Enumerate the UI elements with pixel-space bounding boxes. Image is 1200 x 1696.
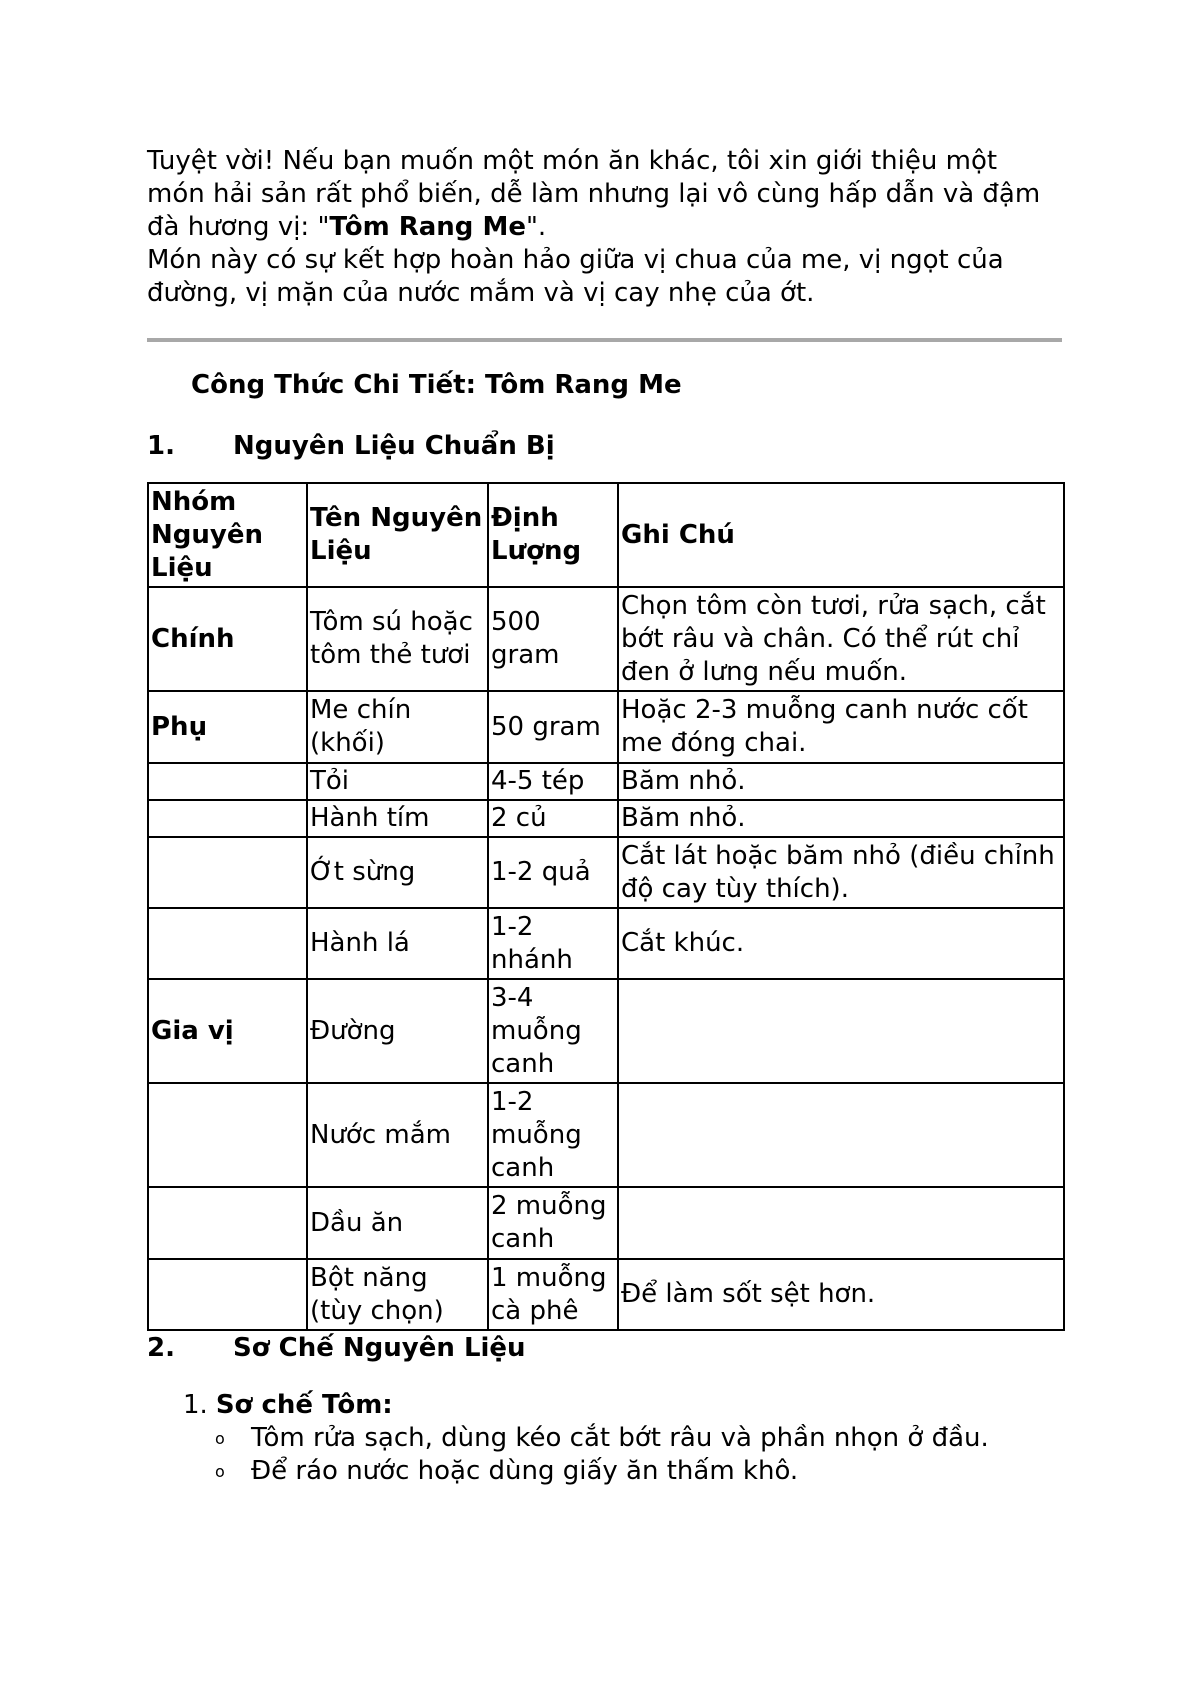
note-cell: Để làm sốt sệt hơn.: [618, 1259, 1064, 1330]
table-row: [148, 763, 1064, 800]
bullet-icon: o: [215, 1429, 225, 1448]
group-cell: Chính: [148, 587, 307, 691]
intro-paragraph: [147, 145, 1062, 244]
section-label: Sơ Chế Nguyên Liệu: [233, 1333, 526, 1363]
header-cell-name: Tên Nguyên Liệu: [307, 483, 488, 587]
note-cell: Hoặc 2-3 muỗng canh nước cốt me đóng chai.: [618, 691, 1064, 763]
list-item-text: Để ráo nước hoặc dùng giấy ăn thấm khô.: [251, 1456, 799, 1486]
table-header-row: [148, 483, 1064, 587]
amount-cell: 2 muỗng canh: [488, 1187, 618, 1259]
name-cell: Nước mắm: [307, 1083, 488, 1187]
header-cell-note: Ghi Chú: [618, 483, 1064, 587]
group-cell: [148, 763, 307, 800]
group-cell: [148, 837, 307, 908]
step-heading: [183, 1389, 1062, 1422]
name-cell: Tỏi: [307, 763, 488, 800]
note-cell: Chọn tôm còn tươi, rửa sạch, cắt bớt râu và chân. Có thể rút chỉ đen ở lưng nếu muốn.: [618, 587, 1064, 691]
amount-cell: 3-4 muỗng canh: [488, 979, 618, 1083]
amount-cell: 1-2 nhánh: [488, 908, 618, 979]
preparation-steps: [183, 1389, 1062, 1488]
amount-cell: 1-2 quả: [488, 837, 618, 908]
intro-text-end: ".: [525, 212, 547, 242]
note-cell: Băm nhỏ.: [618, 763, 1064, 800]
note-cell: Cắt khúc.: [618, 908, 1064, 979]
group-cell: [148, 1083, 307, 1187]
table-row: [148, 691, 1064, 763]
note-cell: [618, 1083, 1064, 1187]
horizontal-divider: [147, 338, 1062, 342]
name-cell: Đường: [307, 979, 488, 1083]
section-number: 2.: [147, 1333, 175, 1363]
section-number: 1.: [147, 431, 175, 461]
step-title: Sơ chế Tôm:: [215, 1390, 393, 1420]
section-label: Nguyên Liệu Chuẩn Bị: [233, 431, 555, 461]
bullet-icon: o: [215, 1462, 225, 1481]
name-cell: Hành lá: [307, 908, 488, 979]
name-cell: Dầu ăn: [307, 1187, 488, 1259]
group-cell: [148, 800, 307, 837]
name-cell: Me chín (khối): [307, 691, 488, 763]
section-heading-preparation: [147, 1331, 1062, 1365]
note-cell: [618, 979, 1064, 1083]
intro-text: Tuyệt vời! Nếu bạn muốn một món ăn khác, tôi xin giới thiệu một món hải sản rất phổ biến, dễ làm nhưng lại vô cùng hấp dẫn và đậm đà hương vị: ": [147, 146, 1041, 242]
table-row: [148, 587, 1064, 691]
document-page: [147, 145, 1062, 1488]
note-cell: Băm nhỏ.: [618, 800, 1064, 837]
list-item: [215, 1455, 1062, 1488]
name-cell: Hành tím: [307, 800, 488, 837]
table-row: [148, 800, 1064, 837]
amount-cell: 2 củ: [488, 800, 618, 837]
group-cell: [148, 1259, 307, 1330]
amount-cell: 4-5 tép: [488, 763, 618, 800]
note-cell: [618, 1187, 1064, 1259]
table-row: [148, 1187, 1064, 1259]
table-row: [148, 1083, 1064, 1187]
header-cell-group: Nhóm Nguyên Liệu: [148, 483, 307, 587]
group-cell: Phụ: [148, 691, 307, 763]
list-item: [215, 1422, 1062, 1455]
step-number: 1.: [183, 1390, 208, 1420]
table-row: [148, 908, 1064, 979]
group-cell: [148, 908, 307, 979]
group-cell: [148, 1187, 307, 1259]
description-paragraph: Món này có sự kết hợp hoàn hảo giữa vị chua của me, vị ngọt của đường, vị mặn của nước mắm và vị cay nhẹ của ớt.: [147, 245, 1004, 308]
step-sublist: [215, 1422, 1062, 1488]
list-item-text: Tôm rửa sạch, dùng kéo cắt bớt râu và phần nhọn ở đầu.: [251, 1423, 989, 1453]
amount-cell: 500 gram: [488, 587, 618, 691]
header-cell-amount: Định Lượng: [488, 483, 618, 587]
amount-cell: 1-2 muỗng canh: [488, 1083, 618, 1187]
table-row: [148, 837, 1064, 908]
table-row: [148, 979, 1064, 1083]
group-cell: Gia vị: [148, 979, 307, 1083]
amount-cell: 1 muỗng cà phê: [488, 1259, 618, 1330]
note-cell: Cắt lát hoặc băm nhỏ (điều chỉnh độ cay tùy thích).: [618, 837, 1064, 908]
amount-cell: 50 gram: [488, 691, 618, 763]
ingredients-table: [147, 482, 1065, 1331]
name-cell: Tôm sú hoặc tôm thẻ tươi: [307, 587, 488, 691]
table-row: [148, 1259, 1064, 1330]
section-heading-ingredients: [147, 429, 1062, 463]
name-cell: Bột năng (tùy chọn): [307, 1259, 488, 1330]
dish-name: Tôm Rang Me: [329, 212, 526, 242]
recipe-title: Công Thức Chi Tiết: Tôm Rang Me: [191, 370, 682, 400]
name-cell: Ớt sừng: [307, 837, 488, 908]
